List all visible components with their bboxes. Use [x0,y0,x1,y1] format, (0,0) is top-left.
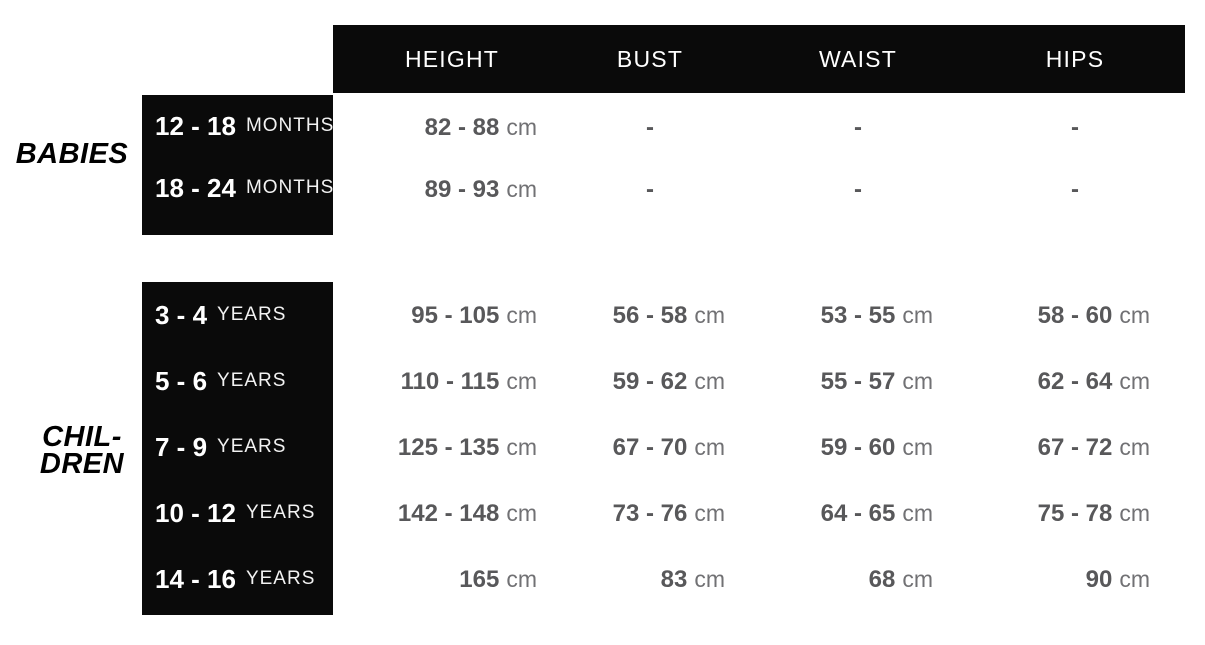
age-row [142,282,333,348]
age-range: 14 - 16 [155,563,236,594]
height-unit: cm [506,368,537,394]
hips-unit: cm [1119,434,1150,460]
hips-value: 58 - 60 [1037,302,1113,329]
waist-cell [783,500,933,528]
waist-unit: cm [902,500,933,526]
age-unit: MONTHS [245,115,335,136]
hips-cell [1000,500,1150,528]
children-age-box [142,282,333,615]
waist-cell [783,434,933,462]
age-range: 7 - 9 [155,431,208,462]
table-row [333,547,1185,613]
table-row [333,97,1185,159]
bust-unit: cm [694,566,725,592]
bust-value: 56 - 58 [612,302,688,329]
height-cell [367,176,537,204]
babies-age-box [142,95,333,235]
waist-cell: - [854,176,862,203]
height-unit: cm [506,302,537,328]
age-range: 12 - 18 [155,110,236,141]
hips-unit: cm [1119,566,1150,592]
height-value: 110 - 115 [400,368,500,395]
waist-unit: cm [902,302,933,328]
bust-unit: cm [694,302,725,328]
bust-cell [575,302,725,330]
waist-value: 64 - 65 [820,500,896,527]
waist-cell [783,368,933,396]
hips-unit: cm [1119,368,1150,394]
age-unit: YEARS [245,502,316,523]
age-range: 10 - 12 [155,497,236,528]
table-header [333,25,1185,93]
table-row [333,349,1185,415]
waist-unit: cm [902,434,933,460]
column-header-bust: BUST [616,45,684,72]
hips-value: 90 [1085,566,1113,593]
bust-cell [575,434,725,462]
column-header-height: HEIGHT [404,45,500,72]
age-row [142,95,333,157]
waist-cell [783,566,933,594]
age-row [142,480,333,546]
table-row [333,481,1185,547]
height-value: 82 - 88 [424,114,500,141]
height-unit: cm [506,176,537,202]
table-row [333,415,1185,481]
height-cell [367,368,537,396]
height-unit: cm [506,500,537,526]
height-cell [367,114,537,142]
group-label-children [34,421,130,480]
bust-unit: cm [694,500,725,526]
children-measurements [333,283,1185,613]
waist-cell [783,302,933,330]
height-value: 165 [459,566,500,593]
bust-value: 83 [660,566,688,593]
group-label-children-line2: DREN [39,448,125,480]
column-header-waist: WAIST [819,45,897,72]
height-cell [367,566,537,594]
height-value: 142 - 148 [397,500,500,527]
hips-cell [1000,566,1150,594]
hips-cell: - [1071,176,1079,203]
bust-cell [575,368,725,396]
hips-unit: cm [1119,302,1150,328]
age-unit: YEARS [217,304,287,325]
hips-cell [1000,434,1150,462]
height-value: 125 - 135 [397,434,500,461]
age-row [142,348,333,414]
age-unit: MONTHS [245,177,335,198]
table-row [333,159,1185,221]
height-unit: cm [506,434,537,460]
age-unit: YEARS [217,370,287,391]
height-value: 95 - 105 [411,302,500,329]
column-header-hips: HIPS [1045,45,1105,72]
table-row [333,283,1185,349]
age-unit: YEARS [245,568,316,589]
age-range: 18 - 24 [155,172,236,203]
height-unit: cm [506,566,537,592]
hips-unit: cm [1119,500,1150,526]
age-range: 3 - 4 [155,299,208,330]
age-row [142,157,333,219]
hips-cell [1000,368,1150,396]
age-unit: YEARS [217,436,287,457]
hips-value: 67 - 72 [1037,434,1113,461]
bust-unit: cm [694,368,725,394]
hips-value: 62 - 64 [1037,368,1113,395]
age-range: 5 - 6 [155,365,208,396]
waist-value: 68 [868,566,896,593]
height-cell [367,500,537,528]
bust-cell: - [646,176,654,203]
age-row [142,546,333,612]
bust-cell: - [646,114,654,141]
waist-value: 59 - 60 [820,434,896,461]
bust-value: 67 - 70 [612,434,688,461]
hips-cell [1000,302,1150,330]
waist-unit: cm [902,566,933,592]
age-row [142,414,333,480]
waist-value: 55 - 57 [820,368,896,395]
waist-cell: - [854,114,862,141]
waist-value: 53 - 55 [820,302,896,329]
group-label-babies: BABIES [15,138,129,170]
bust-unit: cm [694,434,725,460]
babies-measurements [333,97,1185,221]
height-unit: cm [506,114,537,140]
bust-value: 73 - 76 [612,500,688,527]
waist-unit: cm [902,368,933,394]
bust-cell [575,566,725,594]
bust-cell [575,500,725,528]
height-cell [367,302,537,330]
height-value: 89 - 93 [424,176,500,203]
height-cell [367,434,537,462]
bust-value: 59 - 62 [612,368,688,395]
group-label-children-line1: CHIL- [42,421,122,453]
hips-cell: - [1071,114,1079,141]
hips-value: 75 - 78 [1037,500,1113,527]
